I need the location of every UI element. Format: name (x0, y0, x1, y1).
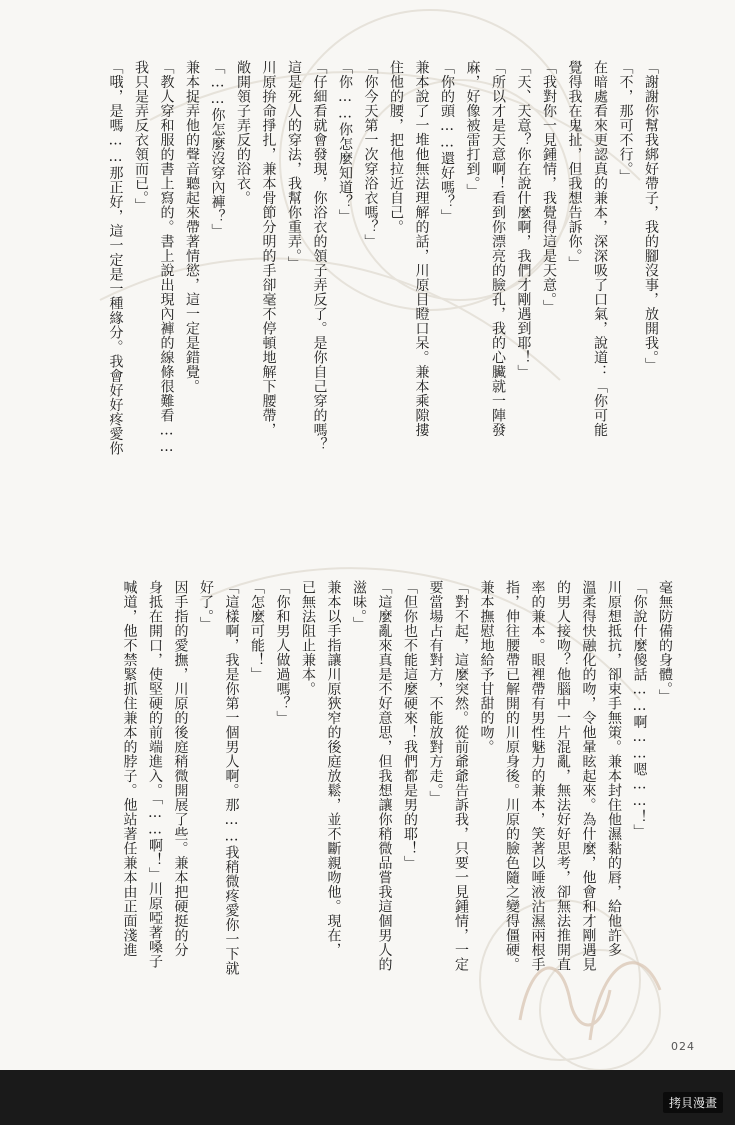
text-line: 「但你也不能這麼硬來！我們都是男的耶！」 (402, 580, 418, 870)
text-line: 敞開領子弄反的浴衣。 (235, 60, 251, 205)
page-number: 024 (671, 1040, 695, 1053)
top-text-column (102, 60, 663, 530)
text-line: 「……你怎麼沒穿內褲？」 (209, 60, 226, 238)
text-line: 「你今天第一次穿浴衣嗎？」 (362, 60, 379, 249)
text-line: 「你說什麼傻話……啊……嗯……！」 (631, 580, 648, 839)
text-line: 兼本捉弄他的聲音聽起來帶著情慾，這一定是錯覺。 (184, 60, 200, 394)
text-line: 毫無防備的身體。」 (657, 580, 673, 704)
text-line: 「所以才是天意啊！看到你漂亮的臉孔，我的心臟就一陣發 (490, 60, 506, 437)
text-line: 在暗處看來更認真的兼本，深深吸了口氣，說道：「你可能 (592, 60, 608, 437)
text-line: 要當場占有對方，不能放對方走。」 (427, 580, 444, 805)
text-line: 的男人接吻？他腦中一片混亂，無法好好思考，卻無法推開直 (555, 580, 571, 972)
text-line: 兼本說了一堆他無法理解的話，川原目瞪口呆。兼本乘隙摟 (413, 60, 430, 437)
text-line: 川原想抵抗，卻束手無策。兼本封住他濕黏的唇，給他許多 (606, 580, 622, 957)
text-line: 因手指的愛撫，川原的後庭稍微開展了些。兼本把硬挺的分 (172, 580, 189, 957)
text-line: 「你……你怎麼知道？」 (337, 60, 353, 224)
bottom-text-column (116, 580, 677, 1035)
text-line: 「哦，是嗎……那正好，這一定是一種緣分。我會好好疼愛你 (107, 60, 124, 456)
text-line: 身抵在開口，使堅硬的前端進入。「……啊！」川原啞著嗓子 (147, 580, 163, 969)
text-line: 「謝謝你幫我綁好帶子，我的腳沒事，放開我。」 (643, 60, 659, 372)
text-line: 「我對你一見鍾情，我覺得這是天意。」 (541, 60, 557, 314)
text-line: 滋味。」 (351, 580, 367, 631)
text-line: 兼本以手指讓川原狹窄的後庭放鬆，並不斷親吻他。現在， (325, 580, 342, 957)
watermark: 拷貝漫畫 (663, 1092, 723, 1113)
text-line: 麻，好像被雷打到。」 (464, 60, 481, 198)
text-line: 溫柔得快融化的吻，令他暈眩起來。為什麼，他會和才剛遇見 (580, 580, 597, 972)
text-line: 「你和男人做過嗎？」 (274, 580, 291, 725)
text-line: 已無法阻止兼本。 (300, 580, 316, 696)
text-line: 「怎麼可能！」 (249, 580, 265, 682)
text-line: 「天、天意？你在說什麼啊，我們才剛遇到耶！」 (515, 60, 532, 379)
text-line: 「這樣啊，我是你第一個男人啊。那……我稍微疼愛你一下就 (223, 580, 240, 976)
text-line: 率的兼本。眼裡帶有男性魅力的兼本，笑著以唾液沾濕兩根手 (529, 580, 546, 972)
text-line: 好了。」 (198, 580, 214, 631)
text-line: 「不，那可不行。」 (617, 60, 634, 184)
text-line: 「你的頭……還好嗎？」 (439, 60, 455, 224)
text-line: 我只是弄反衣領而已。」 (133, 60, 149, 213)
text-line: 這是死人的穿法，我幫你重弄。」 (286, 60, 302, 271)
text-line: 「對不起，這麼突然。從前爺爺告訴我，只要一見鍾情，一定 (453, 580, 469, 972)
text-line: 覺得我在鬼扯，但我想告訴你。」 (566, 60, 583, 271)
text-line: 川原拚命掙扎，兼本骨節分明的手卻毫不停頓地解下腰帶， (260, 60, 277, 437)
text-line: 「這麼亂來真是不好意思，但我想讓你稍微品嘗我這個男人的 (376, 580, 393, 972)
text-line: 「教人穿和服的書上寫的。書上說出現內褲的線條很難看…… (158, 60, 175, 456)
text-line: 兼本撫慰地給予甘甜的吻。 (478, 580, 495, 754)
text-line: 「仔細看就會發現，你浴衣的領子弄反了。是你自己穿的嗎？ (311, 60, 328, 452)
text-line: 喊道，他不禁緊抓住兼本的脖子。他站著任兼本由正面淺進 (121, 580, 138, 957)
text-line: 指，伸往腰帶已解開的川原身後。川原的臉色隨之變得僵硬。 (504, 580, 520, 972)
text-line: 住他的腰，把他拉近自己。 (388, 60, 404, 234)
